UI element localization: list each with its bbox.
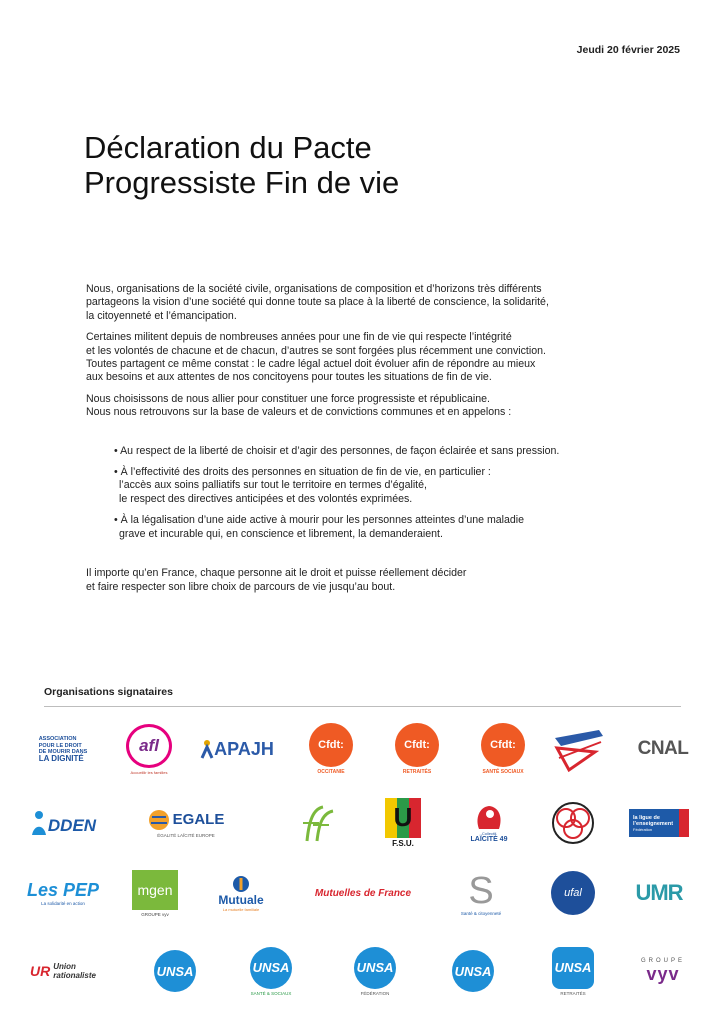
logo-text: ÉGALITÉ LAÏCITÉ EUROPE — [157, 832, 215, 838]
logo-text: POUR LE DROIT — [38, 742, 82, 749]
logo-text: mgen — [137, 881, 173, 898]
logo-ufal — [532, 862, 614, 924]
logo-text: DDEN — [47, 816, 97, 835]
logo-text: rationaliste — [53, 971, 96, 980]
logo-cfdt-sante-sociaux — [462, 718, 544, 780]
text-line: partageons la vision d’une société qui donne toute sa place à la liberté de conscience, la solidarité, — [86, 296, 549, 309]
text-line: et les volontés de chacune et de chacun, d’autres se sont forgées plus récemment une conviction. — [86, 344, 546, 357]
logo-text: OCCITANIE — [317, 769, 345, 775]
logo-ffc — [278, 792, 360, 854]
logo-text: UNSA — [552, 947, 594, 989]
ur-mark-icon: UR — [30, 963, 51, 979]
globe-icon — [148, 809, 170, 831]
logo-unsa-retraites — [532, 940, 614, 1002]
text-line: l’accès aux soins palliatifs sur tout le territoire en termes d’égalité, — [119, 479, 427, 492]
logo-fsu — [362, 792, 444, 854]
logo-rings — [532, 792, 614, 854]
logo-unsa — [134, 940, 216, 1002]
logo-text: afl — [139, 735, 159, 755]
text-line: • À la légalisation d’une aide active à mourir pour les personnes atteintes d’une maladie — [114, 514, 525, 527]
logo-mutuale — [200, 862, 282, 924]
marianne-icon — [473, 803, 505, 831]
logo-egale — [140, 792, 232, 854]
logo-text: Mutuale — [218, 892, 264, 907]
logo-text: GROUPE — [640, 957, 685, 964]
text-line: • Au respect de la liberté de choisir et d’agir des personnes, de façon éclairée et sans pression. — [114, 444, 560, 457]
signatories-heading: Organisations signataires — [44, 686, 173, 698]
text-line: Certaines militent depuis de nombreuses années pour une fin de vie qui respecte l’intégrité — [86, 331, 512, 344]
mutuale-mark-icon — [232, 875, 250, 893]
logo-laicite-49 — [448, 792, 530, 854]
logo-text: CNAL — [637, 738, 689, 759]
logo-text: Mutuelles de France — [314, 887, 412, 899]
person-icon — [200, 739, 214, 759]
logo-text: La mutuelle familiale — [222, 906, 260, 912]
text-line: grave et incurable qui, en conscience et librement, la demanderaient. — [119, 527, 443, 540]
logo-text: Collectif — [481, 831, 497, 836]
logo-afl — [108, 718, 190, 780]
list-item — [114, 466, 646, 506]
signatory-logos — [22, 718, 704, 1018]
logo-text: EGALE — [172, 811, 225, 828]
logo-text: UNSA — [250, 947, 292, 989]
logo-text: U — [393, 802, 413, 832]
logo-text: Cfdt: — [309, 723, 353, 767]
text-line: Il importe qu’en France, chaque personne ait le droit et puisse réellement décider — [86, 567, 467, 580]
logo-admd — [22, 718, 104, 780]
logo-text: LA DIGNITÉ — [38, 753, 84, 763]
ffc-mark-icon — [299, 801, 339, 845]
title-line: Déclaration du Pacte — [84, 130, 372, 165]
logo-union-rationaliste — [22, 940, 104, 1002]
person-icon — [30, 810, 48, 836]
logo-umr — [618, 862, 700, 924]
logo-apajh — [196, 718, 278, 780]
logo-text: ASSOCIATION — [38, 736, 77, 742]
logo-text: SANTÉ & SOCIAUX — [250, 990, 292, 996]
logo-text: RETRAITÉS — [560, 990, 586, 996]
logo-text: UNSA — [452, 950, 494, 992]
text-line: Toutes partagent ce même constat : le cadre légal actuel doit évoluer afin de répondre au mieux — [86, 358, 536, 371]
logo-text: UNSA — [154, 950, 196, 992]
logo-cfdt-retraites — [376, 718, 458, 780]
text-line: Nous nous retrouvons sur la base de valeurs et de convictions communes et en appelons : — [86, 406, 512, 419]
title-line: Progressiste Fin de vie — [84, 165, 400, 200]
logo-groupe-vyv — [622, 940, 704, 1002]
text-line: et faire respecter son libre choix de parcours de vie jusqu’au bout. — [86, 580, 396, 593]
text-line: • À l’effectivité des droits des personnes en situation de fin de vie, en particulier : — [114, 466, 491, 479]
logo-cfdt-occitanie — [290, 718, 372, 780]
paragraph-intro — [86, 283, 646, 323]
logo-cnal — [622, 718, 704, 780]
logo-unsa-education — [432, 940, 514, 1002]
text-line: le respect des directives anticipées et des volontés exprimées. — [119, 492, 413, 505]
divider — [44, 706, 681, 707]
logo-text: GROUPE vyv — [141, 911, 169, 917]
logo-mgen — [114, 862, 196, 924]
logo-text: La solidarité en action — [41, 901, 85, 906]
logo-text: LAÏCITÉ 49 — [470, 836, 508, 843]
demands-list — [114, 445, 646, 541]
logo-text: Fédération — [633, 826, 653, 832]
logo-text: APAJH — [214, 738, 274, 759]
logo-arrows — [538, 718, 620, 780]
s-mark-icon: S — [468, 869, 494, 912]
logo-text: Santé & citoyenneté — [460, 910, 502, 916]
text-line: aux besoins et aux attentes de nos concitoyens pour toutes les situations de fin de vie. — [86, 371, 492, 384]
declaration-body — [86, 283, 646, 594]
page-title — [84, 130, 399, 200]
text-line: Nous choisissons de nous allier pour constituer une force progressiste et républicaine. — [86, 392, 490, 405]
logo-text: F.S.U. — [392, 839, 414, 848]
list-item — [114, 514, 646, 541]
paragraph-convictions — [86, 331, 646, 385]
logo-ligue-enseignement — [618, 792, 700, 854]
logo-text: Accueillir les familles — [130, 769, 168, 775]
logo-text: vyv — [646, 963, 680, 984]
logo-text: Les PEP — [26, 880, 100, 900]
text-line: Nous, organisations de la société civile, organisations de composition et d’horizons très différents — [86, 283, 542, 295]
logo-les-pep — [22, 862, 104, 924]
text-line: la citoyenneté et l’émancipation. — [86, 309, 237, 322]
logo-mutuelles-de-france — [298, 862, 428, 924]
logo-text: FÉDÉRATION — [360, 990, 390, 996]
logo-text: Cfdt: — [481, 723, 525, 767]
paragraph-closing — [86, 567, 646, 594]
rings-emblem-icon — [550, 800, 596, 846]
logo-text: RETRAITÉS — [402, 769, 432, 775]
logo-text: ufal — [564, 887, 582, 899]
logo-text: UMR — [635, 880, 683, 905]
logo-text: DE MOURIR DANS — [38, 749, 88, 755]
logo-text: Union — [53, 962, 76, 971]
logo-unsa-federation — [334, 940, 416, 1002]
logo-dden — [22, 792, 104, 854]
logo-text: UNSA — [354, 947, 396, 989]
arrows-emblem-icon — [549, 724, 609, 774]
logo-unsa-sante-sociaux — [230, 940, 312, 1002]
paragraph-alliance — [86, 393, 646, 420]
document-date: Jeudi 20 février 2025 — [576, 44, 680, 56]
list-item — [114, 445, 646, 458]
logo-text: Cfdt: — [395, 723, 439, 767]
logo-sante-citoyennete — [440, 862, 522, 924]
logo-text: la ligue de l’enseignement — [633, 814, 674, 827]
logo-text: SANTÉ SOCIAUX — [482, 769, 524, 775]
